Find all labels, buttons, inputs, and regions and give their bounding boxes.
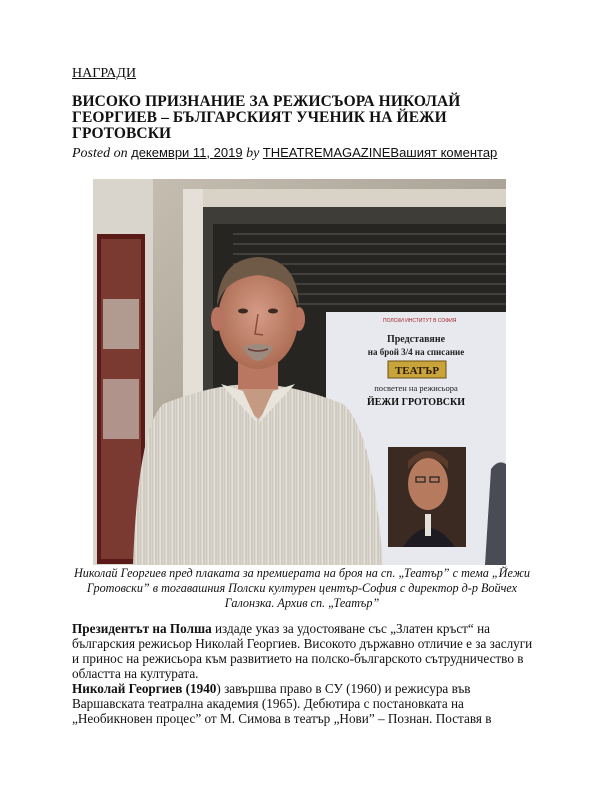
posted-on-label: Posted on — [72, 146, 128, 161]
article-body — [72, 621, 537, 726]
paragraph-2 — [72, 681, 537, 726]
paragraph-2-text: ) завършва право в СУ (1960) и режисура във Варшавската театрална академия (1965). Дебютира с постановката на „Необикновен процес” от М. Симова в театър „Нови” – Познан. Поставя в — [72, 681, 492, 726]
date-link[interactable]: декември 11, 2019 — [131, 145, 243, 160]
comment-link[interactable]: Вашият коментар — [390, 145, 498, 160]
category-link[interactable]: НАГРАДИ — [72, 66, 137, 81]
poster-line-3: посветен на режисьора — [374, 383, 458, 393]
paragraph-2-bold: Николай Георгиев (1940 — [72, 681, 217, 696]
poster-line-4: ЙЕЖИ ГРОТОВСКИ — [366, 397, 466, 408]
paragraph-1 — [72, 621, 537, 681]
poster-line-2: на брой 3/4 на списание — [367, 347, 465, 357]
poster-logo: ТЕАТЪР — [394, 365, 440, 377]
author-link[interactable]: THEATREMAGAZINE — [262, 145, 391, 160]
photo-illustration — [93, 179, 506, 565]
article-header — [72, 64, 532, 162]
by-label: by — [246, 146, 260, 161]
poster-line-1: Представяне — [386, 334, 446, 345]
paragraph-1-bold: Президентът на Полша — [72, 621, 212, 636]
photo-caption: Николай Георгиев пред плаката за премиерата на броя на сп. „Театър” с тема „Йежи Гротовски” в тогавашния Полски културен център-София с директор д-р Войчех Галонзка. Архив сп. „Театър” — [73, 566, 531, 610]
article-title: ВИСОКО ПРИЗНАНИЕ ЗА РЕЖИСЪОРА НИКОЛАЙ ГЕОРГИЕВ – БЪЛГАРСКИЯТ УЧЕНИК НА ЙЕЖИ ГРОТОВСКИ — [72, 93, 461, 142]
byline — [72, 145, 532, 162]
article-photo — [93, 179, 506, 565]
poster-org: ПОЛСКИ ИНСТИТУТ В СОФИЯ — [383, 318, 457, 324]
paragraph-1-text: издаде указ за удостояване със „Златен кръст“ на българския режисьор Николай Георгиев. Високото държавно отличие е за заслуги и принос на режисьора към развитието на полско-българското сътрудничество в областта на културата. — [72, 621, 533, 681]
